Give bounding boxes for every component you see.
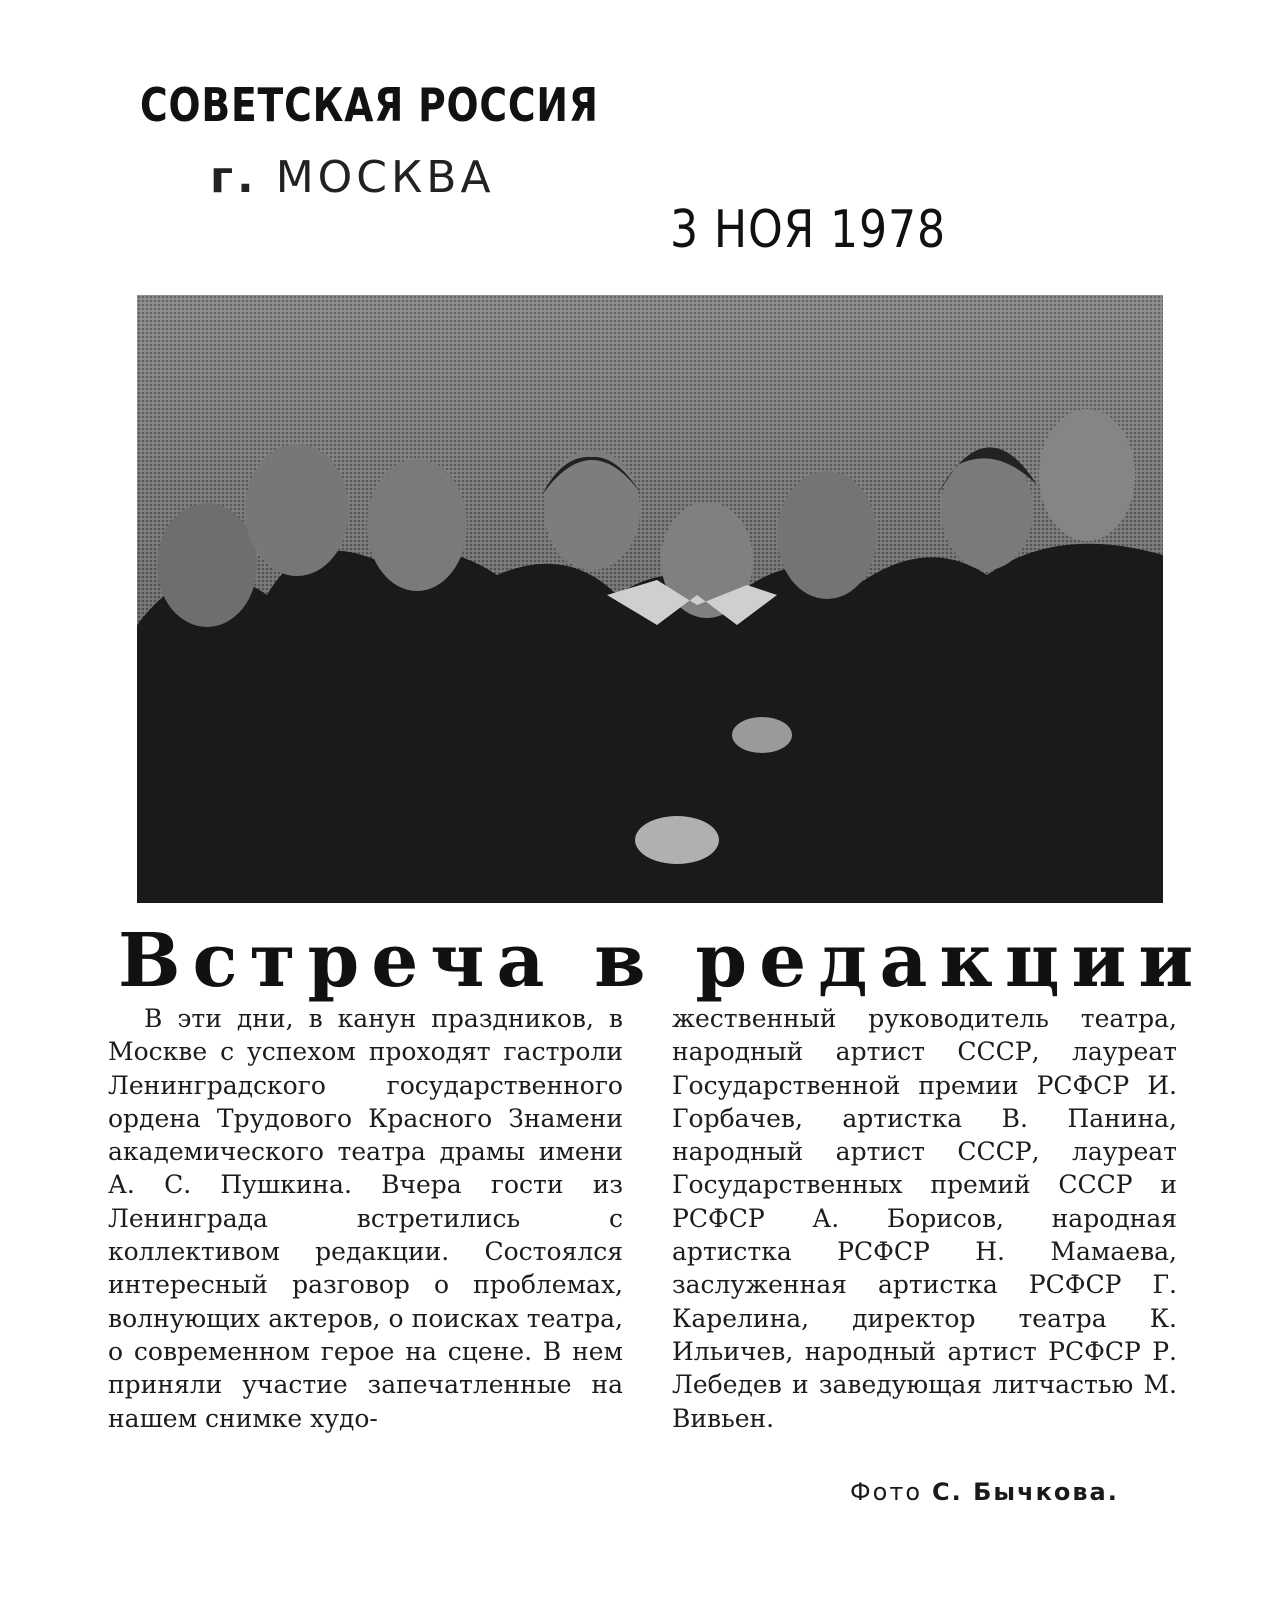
photo-credit-label: Фото bbox=[850, 1478, 923, 1506]
stamp-city-prefix: г. bbox=[210, 152, 258, 203]
photo-credit-author: С. Бычкова. bbox=[932, 1478, 1119, 1506]
stamp-date: 3 НОЯ 1978 bbox=[670, 200, 946, 260]
article-body-left-column: В эти дни, в канун праздников, в Москве с успехом проходят гастроли Ленинградского государственного ордена Трудового Красного Знамени академического театра драмы имени А. С. Пушкина. Вчера гости из Ленинграда встретились с коллективом редакции. Состоялся интересный разговор о проблемах, волнующих актеров, о поисках театра, о современном герое на сцене. В нем приняли участие запечатленные на нашем снимке худо- bbox=[108, 1004, 623, 1433]
article-body-right-column: жественный руководитель театра, народный артист СССР, лауреат Государственной премии РСФСР И. Горбачев, артистка В. Панина, народный артист СССР, лауреат Государственных премий СССР и РСФСР А. Борисов, народная артистка РСФСР Н. Мамаева, заслуженная артистка РСФСР Г. Карелина, директор театра К. Ильичев, народный артист РСФСР Р. Лебедев и заведующая литчастью М. Вивьен. bbox=[672, 1004, 1177, 1433]
article-headline: Встреча в редакции bbox=[118, 918, 1206, 1004]
stamp-newspaper-name: СОВЕТСКАЯ РОССИЯ bbox=[140, 78, 599, 132]
stamp-city bbox=[210, 152, 495, 203]
group-photo bbox=[137, 295, 1163, 903]
stamp-city-name: МОСКВА bbox=[275, 152, 495, 203]
photo-credit bbox=[850, 1478, 1119, 1506]
